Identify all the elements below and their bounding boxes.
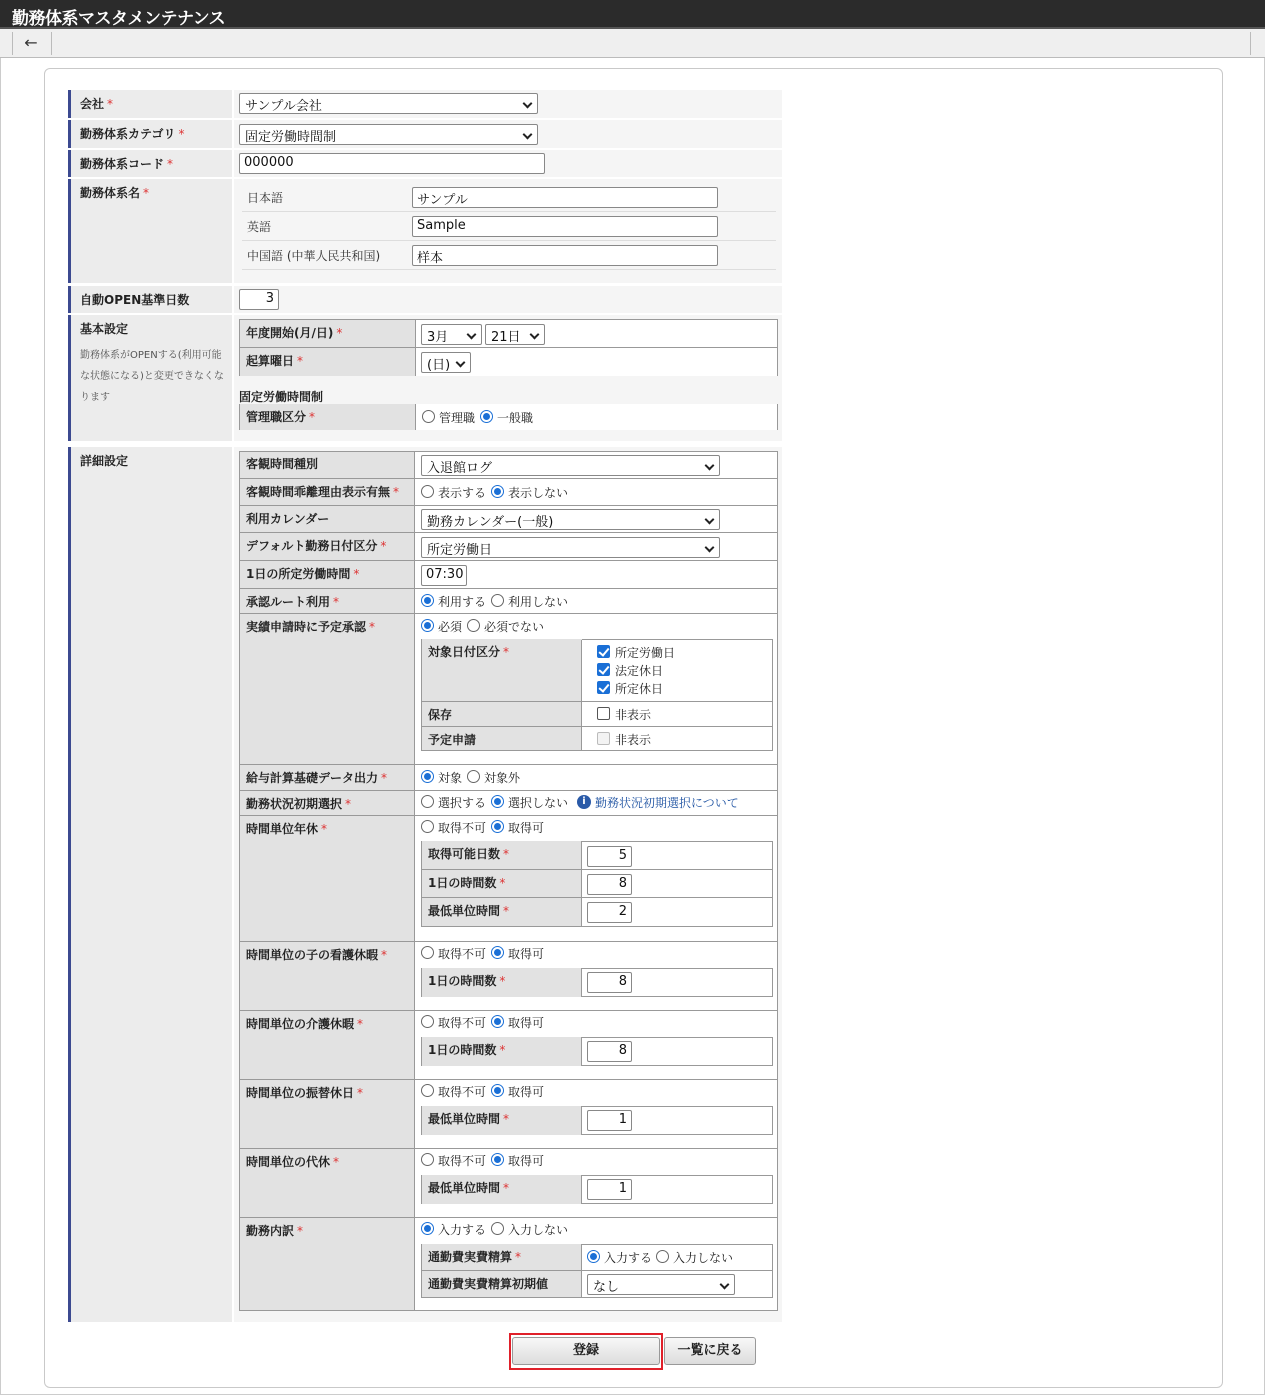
- plan-required-text: 必須: [438, 620, 463, 634]
- fiscal-cell: [415, 319, 777, 347]
- target-date-label: 対象日付区分 *: [422, 639, 582, 701]
- name-en-input[interactable]: Sample: [412, 216, 718, 237]
- plan-approval-radio-required[interactable]: [421, 619, 434, 632]
- comp-yes-text: 取得可: [508, 1154, 545, 1168]
- hourly-substitute-radio-yes[interactable]: [491, 1084, 504, 1097]
- hourly-comp-label: 時間単位の代休 *: [246, 1155, 340, 1169]
- name-ja-label: 日本語: [247, 191, 284, 205]
- back-arrow-icon[interactable]: ←: [24, 33, 38, 52]
- info-icon: i: [577, 795, 591, 809]
- obj-time-type-select[interactable]: 入退館ログ: [421, 455, 720, 476]
- mgmt-radio-general[interactable]: [480, 410, 493, 423]
- comp-min-label: 最低単位時間 *: [422, 1175, 581, 1204]
- approval-route-radio-not-use[interactable]: [491, 594, 504, 607]
- min-unit-input[interactable]: 2: [587, 902, 632, 923]
- hourly-comp-radio-no[interactable]: [421, 1153, 434, 1166]
- save-hide-text: 非表示: [615, 708, 652, 722]
- payroll-radio-not-target[interactable]: [467, 770, 480, 783]
- daily-hours-input[interactable]: 07:30: [421, 565, 467, 586]
- status-init-radio-select[interactable]: [421, 795, 434, 808]
- obj-reason-radio-show[interactable]: [421, 485, 434, 498]
- target-opt3-text: 所定休日: [615, 682, 664, 696]
- toolbar: [0, 29, 1265, 58]
- childcare-hours-input[interactable]: 8: [587, 972, 632, 993]
- basic-title: 基本設定: [80, 322, 129, 336]
- care-hours-label: 1日の時間数 *: [422, 1037, 581, 1066]
- approval-route-label: 承認ルート利用 *: [246, 595, 340, 609]
- start-weekday-select[interactable]: (日): [421, 352, 471, 373]
- obj-reason-label: 客観時間乖離理由表示有無 *: [246, 485, 400, 499]
- divider: [242, 240, 776, 241]
- hourly-annual-label: 時間単位年休 *: [246, 822, 328, 836]
- care-no-text: 取得不可: [438, 1016, 487, 1030]
- breakdown-input-text: 入力する: [438, 1223, 487, 1237]
- save-label: 保存: [422, 702, 581, 726]
- obj-reason-radio-hide[interactable]: [491, 485, 504, 498]
- payroll-label: 給与計算基礎データ出力 *: [246, 771, 388, 785]
- name-en-label: 英語: [247, 220, 272, 234]
- substitute-min-label: 最低単位時間 *: [422, 1106, 581, 1135]
- fiscal-day-select[interactable]: 21日: [485, 324, 545, 345]
- category-select[interactable]: 固定労働時間制: [239, 124, 538, 145]
- mgmt-opt1-text: 管理職: [439, 411, 476, 425]
- col-line: [581, 640, 582, 750]
- plan-not-required-text: 必須でない: [484, 620, 545, 634]
- row-line: [581, 869, 772, 870]
- approval-route-radio-use[interactable]: [421, 594, 434, 607]
- hourly-care-label: 時間単位の介護休暇 *: [246, 1017, 364, 1031]
- auto-open-input[interactable]: 3: [239, 289, 279, 310]
- col-line: [581, 842, 582, 926]
- mgmt-opt2-text: 一般職: [497, 411, 534, 425]
- childcare-yes-text: 取得可: [508, 947, 545, 961]
- commute-input-text: 入力する: [604, 1251, 653, 1265]
- payroll-not-target-text: 対象外: [484, 771, 521, 785]
- hourly-care-radio-yes[interactable]: [491, 1015, 504, 1028]
- mgmt-table: [239, 404, 778, 430]
- commute-radio-input[interactable]: [587, 1250, 600, 1263]
- breakdown-no-input-text: 入力しない: [508, 1223, 569, 1237]
- status-select-text: 選択する: [438, 796, 487, 810]
- commute-default-select[interactable]: なし: [587, 1274, 735, 1295]
- code-input[interactable]: 000000: [239, 153, 545, 174]
- status-init-label: 勤務状況初期選択 *: [246, 797, 352, 811]
- back-to-list-button[interactable]: 一覧に戻る: [664, 1337, 756, 1365]
- breakdown-radio-no-input[interactable]: [491, 1222, 504, 1235]
- code-label: 勤務体系コード *: [68, 150, 232, 177]
- comp-sub-table: [421, 1175, 773, 1204]
- approval-not-use-text: 利用しない: [508, 595, 569, 609]
- care-sub-table: [421, 1037, 773, 1066]
- breakdown-label: 勤務内訳 *: [246, 1224, 304, 1238]
- company-cell: [234, 90, 782, 118]
- hourly-substitute-radio-no[interactable]: [421, 1084, 434, 1097]
- default-day-select[interactable]: 所定労働日: [421, 537, 720, 558]
- status-init-help-link[interactable]: 勤務状況初期選択について: [595, 796, 739, 810]
- col-line: [581, 969, 582, 996]
- hourly-annual-yes-text: 取得可: [508, 821, 545, 835]
- calendar-select[interactable]: 勤務カレンダー(一般): [421, 509, 720, 530]
- col-line: [581, 1038, 582, 1065]
- mgmt-radio-manager[interactable]: [422, 410, 435, 423]
- start-weekday-label: 起算曜日 *: [240, 347, 415, 376]
- payroll-target-text: 対象: [438, 771, 463, 785]
- childcare-hours-label: 1日の時間数 *: [422, 968, 581, 997]
- title-bar: [0, 0, 1265, 29]
- save-hide-checkbox[interactable]: [597, 707, 610, 720]
- breakdown-sub-table: [421, 1244, 773, 1298]
- hourly-annual-radio-yes[interactable]: [491, 820, 504, 833]
- plan-sub-table: [421, 639, 773, 751]
- name-cell: [234, 179, 782, 283]
- comp-no-text: 取得不可: [438, 1154, 487, 1168]
- company-label: 会社 *: [68, 90, 232, 118]
- name-zh-input[interactable]: 样本: [412, 245, 718, 266]
- auto-open-label: 自動OPEN基準日数: [68, 286, 232, 313]
- plan-request-hide-text: 非表示: [615, 733, 652, 747]
- basic-table: [239, 319, 778, 376]
- hourly-childcare-radio-yes[interactable]: [491, 946, 504, 959]
- obj-reason-show-text: 表示する: [438, 486, 487, 500]
- plan-request-label: 予定申請: [422, 727, 581, 750]
- approval-use-text: 利用する: [438, 595, 487, 609]
- care-hours-input[interactable]: 8: [587, 1041, 632, 1062]
- commute-radio-no-input[interactable]: [656, 1250, 669, 1263]
- code-cell: [234, 150, 782, 177]
- available-days-label: 取得可能日数 *: [422, 841, 581, 869]
- payroll-radio-target[interactable]: [421, 770, 434, 783]
- target-checkbox-3[interactable]: [597, 681, 610, 694]
- status-not-select-text: 選択しない: [508, 796, 569, 810]
- basic-note: 勤務体系がOPENする(利用可能な状態になる)と変更できなくなります: [80, 350, 224, 403]
- detail-table: [239, 451, 778, 1311]
- substitute-min-input[interactable]: 1: [587, 1110, 632, 1131]
- hourly-childcare-radio-no[interactable]: [421, 946, 434, 959]
- col-line: [581, 1107, 582, 1134]
- col-line: [581, 1176, 582, 1203]
- name-label: 勤務体系名 *: [68, 179, 232, 283]
- fiscal-month-select[interactable]: 3月: [421, 324, 482, 345]
- detail-label: 詳細設定: [68, 447, 232, 1322]
- commute-default-label: 通勤費実費精算初期値: [422, 1270, 581, 1297]
- hourly-annual-sub-table: [421, 841, 773, 927]
- auto-open-cell: [234, 286, 782, 313]
- detail-cell: [234, 447, 782, 1322]
- available-days-input[interactable]: 5: [587, 846, 632, 867]
- row-line: [581, 897, 772, 898]
- start-weekday-cell: [415, 347, 777, 376]
- plan-approval-radio-not-required[interactable]: [467, 619, 480, 632]
- company-select[interactable]: サンプル会社: [239, 93, 538, 114]
- target-checkbox-1[interactable]: [597, 645, 610, 658]
- hourly-substitute-label: 時間単位の振替休日 *: [246, 1086, 364, 1100]
- comp-min-input[interactable]: 1: [587, 1179, 632, 1200]
- substitute-no-text: 取得不可: [438, 1085, 487, 1099]
- obj-time-type-label: 客観時間種別: [246, 457, 319, 471]
- childcare-no-text: 取得不可: [438, 947, 487, 961]
- name-zh-label: 中国語 (中華人民共和国): [247, 249, 381, 263]
- target-opt2-text: 法定休日: [615, 664, 664, 678]
- basic-label: [68, 315, 232, 441]
- plan-request-hide-checkbox: [597, 732, 610, 745]
- hourly-annual-no-text: 取得不可: [438, 821, 487, 835]
- hourly-childcare-label: 時間単位の子の看護休暇 *: [246, 948, 388, 962]
- default-day-label: デフォルト勤務日付区分 *: [246, 539, 387, 553]
- mgmt-cell: [415, 404, 777, 430]
- page-title: 勤務体系マスタメンテナンス: [12, 9, 226, 29]
- target-opt1-text: 所定労働日: [615, 646, 676, 660]
- fiscal-label: 年度開始(月/日) *: [240, 319, 415, 347]
- substitute-yes-text: 取得可: [508, 1085, 545, 1099]
- calendar-label: 利用カレンダー: [246, 512, 330, 526]
- category-label: 勤務体系カテゴリ *: [68, 120, 232, 148]
- toolbar-divider: [12, 32, 13, 55]
- basic-cell: [234, 315, 782, 441]
- substitute-sub-table: [421, 1106, 773, 1135]
- hours-per-day-input[interactable]: 8: [587, 874, 632, 895]
- category-cell: [234, 120, 782, 148]
- divider: [242, 211, 776, 212]
- commute-label: 通勤費実費精算 *: [422, 1244, 581, 1270]
- mgmt-label: 管理職区分 *: [240, 404, 415, 430]
- hourly-annual-radio-no[interactable]: [421, 820, 434, 833]
- care-yes-text: 取得可: [508, 1016, 545, 1030]
- hourly-comp-radio-yes[interactable]: [491, 1153, 504, 1166]
- col-line: [581, 1245, 582, 1297]
- toolbar-divider: [51, 32, 52, 55]
- commute-no-input-text: 入力しない: [673, 1251, 734, 1265]
- target-checkbox-2[interactable]: [597, 663, 610, 676]
- name-ja-input[interactable]: サンプル: [412, 187, 718, 208]
- plan-approval-label: 実績申請時に予定承認 *: [246, 620, 376, 634]
- daily-hours-label: 1日の所定労働時間 *: [246, 567, 360, 581]
- toolbar-divider: [1250, 32, 1251, 55]
- status-init-radio-not-select[interactable]: [491, 795, 504, 808]
- section-title: 固定労働時間制: [239, 390, 324, 404]
- obj-reason-hide-text: 表示しない: [508, 486, 569, 500]
- row-line: [581, 1270, 772, 1271]
- register-button[interactable]: 登録: [512, 1337, 660, 1365]
- breakdown-radio-input[interactable]: [421, 1222, 434, 1235]
- divider: [242, 269, 776, 270]
- childcare-sub-table: [421, 968, 773, 997]
- min-unit-label: 最低単位時間 *: [422, 897, 581, 926]
- hours-per-day-label: 1日の時間数 *: [422, 869, 581, 897]
- hourly-care-radio-no[interactable]: [421, 1015, 434, 1028]
